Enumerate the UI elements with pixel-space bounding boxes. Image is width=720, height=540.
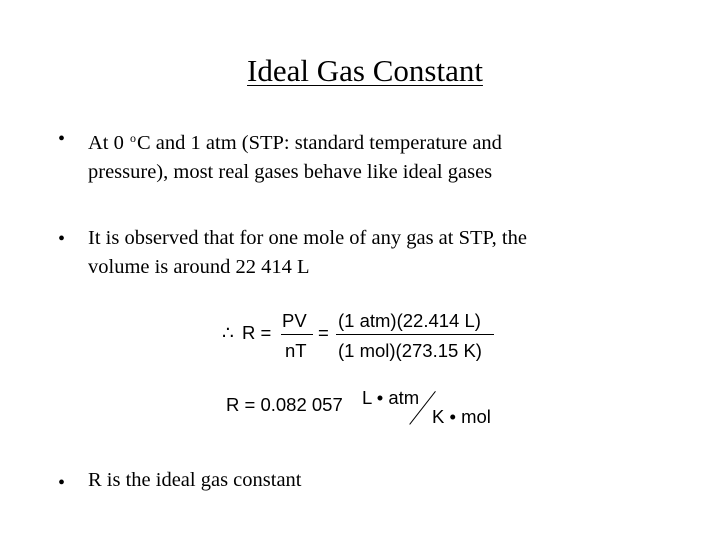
- fraction-denominator: nT: [285, 340, 307, 361]
- fraction-numerator: PV: [282, 310, 307, 331]
- equation-lhs: R =: [242, 322, 272, 343]
- unit-denominator: K • mol: [432, 406, 491, 427]
- slide-title: Ideal Gas Constant: [247, 53, 483, 88]
- bullet-text-part: At 0: [88, 132, 129, 154]
- equals-sign: =: [318, 322, 329, 343]
- bullet-text-observation: [88, 224, 648, 282]
- fraction-bar: [281, 334, 313, 335]
- bullet-text-definition: [88, 466, 648, 495]
- fraction-bar: [336, 334, 494, 335]
- bullet-marker: •: [58, 228, 66, 250]
- fraction-numerator: (1 atm)(22.414 L): [338, 310, 481, 331]
- bullet-marker: •: [58, 128, 66, 150]
- bullet-marker: •: [58, 472, 66, 494]
- bullet-line: volume is around 22 414 L: [88, 256, 310, 278]
- bullet-line: [88, 124, 648, 158]
- unit-numerator: L • atm: [362, 387, 420, 408]
- degree-superscript: o: [130, 131, 136, 145]
- bullet-text-stp: [88, 124, 648, 187]
- bullet-line: It is observed that for one mole of any gas at STP, the: [88, 227, 527, 249]
- fraction-denominator: (1 mol)(273.15 K): [338, 340, 482, 361]
- bullet-line: R is the ideal gas constant: [88, 469, 302, 491]
- r-value: R = 0.082 057: [226, 394, 343, 415]
- bullet-line: pressure), most real gases behave like ideal gases: [88, 161, 493, 183]
- therefore-symbol: ∴: [222, 322, 234, 343]
- bullet-text-part: C and 1 atm (STP: standard temperature and: [137, 132, 502, 154]
